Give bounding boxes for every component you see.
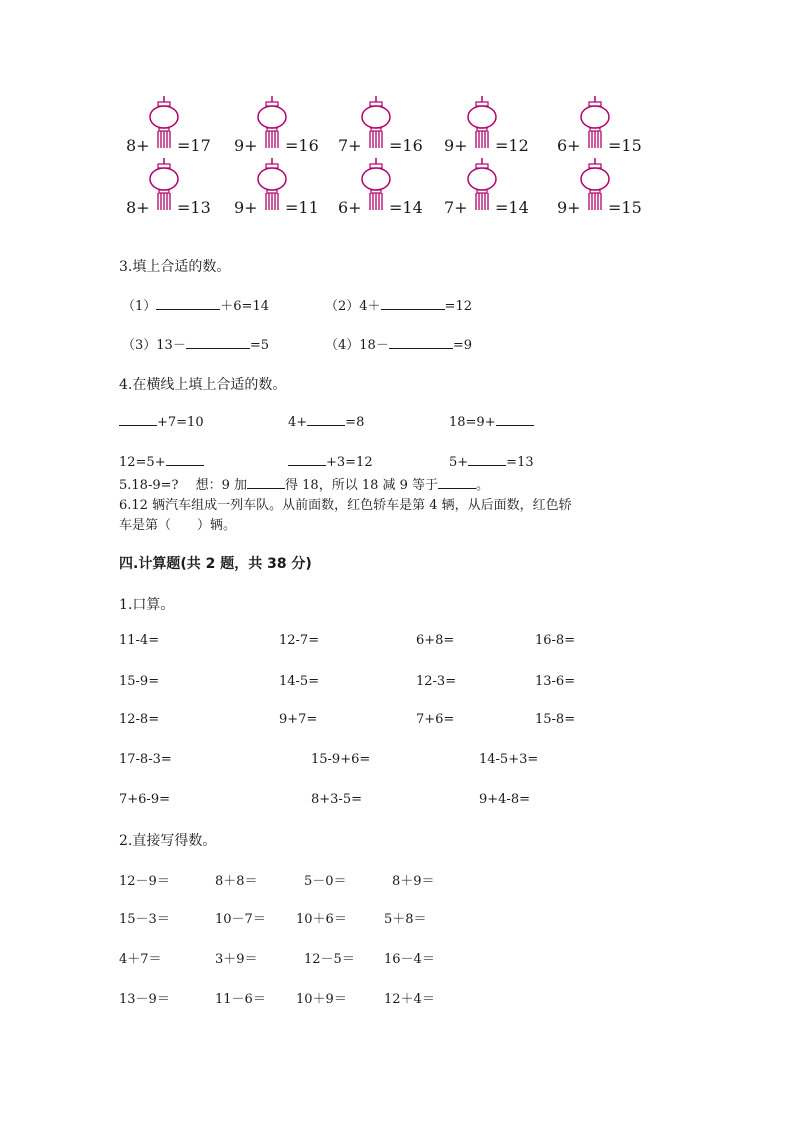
calc1-problem: 12-8= <box>119 712 160 727</box>
q5-blank-1[interactable] <box>247 476 285 489</box>
lantern-sum: =16 <box>389 136 423 155</box>
calc1-problem: 14-5+3= <box>479 752 539 767</box>
q3-part4-prefix: （4）18－ <box>325 338 389 353</box>
q4-r1c3-blank[interactable] <box>496 413 534 426</box>
calc2-problem: 8＋9＝ <box>392 874 435 889</box>
lantern-left-operand: 7+ <box>338 136 362 155</box>
lantern-equation <box>230 158 340 220</box>
calc1-problem: 14-5= <box>279 674 320 689</box>
calc1-problem: 15-8= <box>535 712 576 727</box>
q3-part3-prefix: （3）13－ <box>122 338 186 353</box>
q3-part1-suffix: ＋6=14 <box>220 299 269 314</box>
q3-part2-prefix: （2）4＋ <box>325 299 381 314</box>
q4-r2c1-prefix: 12=5+ <box>119 455 166 470</box>
calc2-problem: 4＋7＝ <box>119 952 162 967</box>
calc1-problem: 12-7= <box>279 633 320 648</box>
calc1-title: 1.口算。 <box>119 597 175 613</box>
q4-r1c2 <box>288 413 364 430</box>
q3-part2-suffix: =12 <box>444 299 472 314</box>
q4-r2c1-blank[interactable] <box>166 453 204 466</box>
q4-r1c1-suffix: +7=10 <box>157 415 204 430</box>
calc2-title: 2.直接写得数。 <box>119 833 217 849</box>
calc2-problem: 8＋8＝ <box>215 874 258 889</box>
q4-r1c2-suffix: =8 <box>345 415 365 430</box>
calc2-problem: 10＋9＝ <box>296 992 347 1007</box>
lantern-left-operand: 9+ <box>557 198 581 217</box>
q3-part3-blank[interactable] <box>186 336 250 349</box>
q5-text-a: 5.18-9=? 想：9 加 <box>119 478 248 493</box>
lantern-sum: =12 <box>495 136 529 155</box>
calc1-problem: 17-8-3= <box>119 752 172 767</box>
q3-part1 <box>122 295 269 314</box>
calc2-problem: 11－6＝ <box>215 992 266 1007</box>
calc1-problem: 9+7= <box>279 712 318 727</box>
q4-r2c3 <box>449 453 534 470</box>
calc2-problem: 12－5＝ <box>304 952 355 967</box>
q6-line-2: 车是第（ ）辆。 <box>119 518 237 533</box>
calc1-problem: 16-8= <box>535 633 576 648</box>
q3-title: 3.填上合适的数。 <box>119 259 231 275</box>
calc2-problem: 13－9＝ <box>119 992 170 1007</box>
lantern-sum: =15 <box>608 198 642 217</box>
lantern-left-operand: 8+ <box>126 136 150 155</box>
calc2-problem: 16－4＝ <box>384 952 435 967</box>
calc1-problem: 6+8= <box>416 633 455 648</box>
q4-r1c1-blank[interactable] <box>119 413 157 426</box>
q4-r2c2-blank[interactable] <box>288 453 326 466</box>
q3-part1-prefix: （1） <box>122 299 157 314</box>
lantern-equation <box>440 158 550 220</box>
q5-text-b: 得 18，所以 18 减 9 等于 <box>285 478 439 493</box>
calc2-problem: 10－7＝ <box>215 912 266 927</box>
calc2-problem: 10＋6＝ <box>296 912 347 927</box>
lantern-equation <box>230 96 340 158</box>
calc2-problem: 12＋4＝ <box>384 992 435 1007</box>
q5-blank-2[interactable] <box>438 476 476 489</box>
q4-r1c3-prefix: 18=9+ <box>449 415 496 430</box>
q4-r2c3-suffix: =13 <box>506 455 534 470</box>
calc1-problem: 13-6= <box>535 674 576 689</box>
q4-r1c2-blank[interactable] <box>307 413 345 426</box>
lantern-equation <box>440 96 550 158</box>
calc1-problem: 11-4= <box>119 633 160 648</box>
section-four-heading: 四.计算题(共 2 题，共 38 分) <box>119 556 312 572</box>
calc1-problem: 12-3= <box>416 674 457 689</box>
q4-r1c2-prefix: 4+ <box>288 415 308 430</box>
lantern-sum: =11 <box>285 198 319 217</box>
lantern-sum: =16 <box>285 136 319 155</box>
q4-r1c3 <box>449 413 534 430</box>
q3-part2 <box>325 295 472 314</box>
q6-line-1: 6.12 辆汽车组成一列车队。从前面数，红色轿车是第 4 辆，从后面数，红色轿 <box>119 498 572 513</box>
calc2-problem: 5＋8＝ <box>384 912 427 927</box>
lantern-equation <box>334 158 444 220</box>
lantern-equation <box>553 96 663 158</box>
calc1-problem: 15-9= <box>119 674 160 689</box>
lantern-sum: =13 <box>177 198 211 217</box>
calc2-problem: 12－9＝ <box>119 874 170 889</box>
q4-r2c2-suffix: +3=12 <box>326 455 373 470</box>
q3-part3-suffix: =5 <box>249 338 269 353</box>
calc1-problem: 8+3-5= <box>311 792 362 807</box>
lantern-sum: =14 <box>389 198 423 217</box>
lantern-equation <box>122 96 232 158</box>
q3-part1-blank[interactable] <box>156 297 220 310</box>
q4-r2c1 <box>119 453 204 470</box>
lantern-sum: =14 <box>495 198 529 217</box>
q3-part4 <box>325 334 472 353</box>
lantern-left-operand: 9+ <box>444 136 468 155</box>
q4-r2c3-prefix: 5+ <box>449 455 469 470</box>
lantern-left-operand: 9+ <box>234 198 258 217</box>
q4-r2c2 <box>288 453 373 470</box>
calc2-problem: 3＋9＝ <box>215 952 258 967</box>
lantern-sum: =15 <box>608 136 642 155</box>
q3-part3 <box>122 334 269 353</box>
q3-part4-suffix: =9 <box>452 338 472 353</box>
calc1-problem: 7+6= <box>416 712 455 727</box>
lantern-left-operand: 6+ <box>557 136 581 155</box>
lantern-equation <box>553 158 663 220</box>
lantern-equation <box>334 96 444 158</box>
calc2-problem: 15－3＝ <box>119 912 170 927</box>
lantern-equation <box>122 158 232 220</box>
calc1-problem: 15-9+6= <box>311 752 371 767</box>
lantern-left-operand: 7+ <box>444 198 468 217</box>
lantern-left-operand: 9+ <box>234 136 258 155</box>
lantern-left-operand: 8+ <box>126 198 150 217</box>
q4-r1c1 <box>119 413 204 430</box>
calc1-problem: 9+4-8= <box>479 792 530 807</box>
q4-title: 4.在横线上填上合适的数。 <box>119 377 287 393</box>
q4-r2c3-blank[interactable] <box>468 453 506 466</box>
q5-line <box>119 474 489 493</box>
calc2-problem: 5－0＝ <box>304 874 347 889</box>
q3-part4-blank[interactable] <box>389 336 453 349</box>
lantern-left-operand: 6+ <box>338 198 362 217</box>
q5-text-c: 。 <box>476 478 490 493</box>
q3-part2-blank[interactable] <box>381 297 445 310</box>
lantern-sum: =17 <box>177 136 211 155</box>
calc1-problem: 7+6-9= <box>119 792 170 807</box>
